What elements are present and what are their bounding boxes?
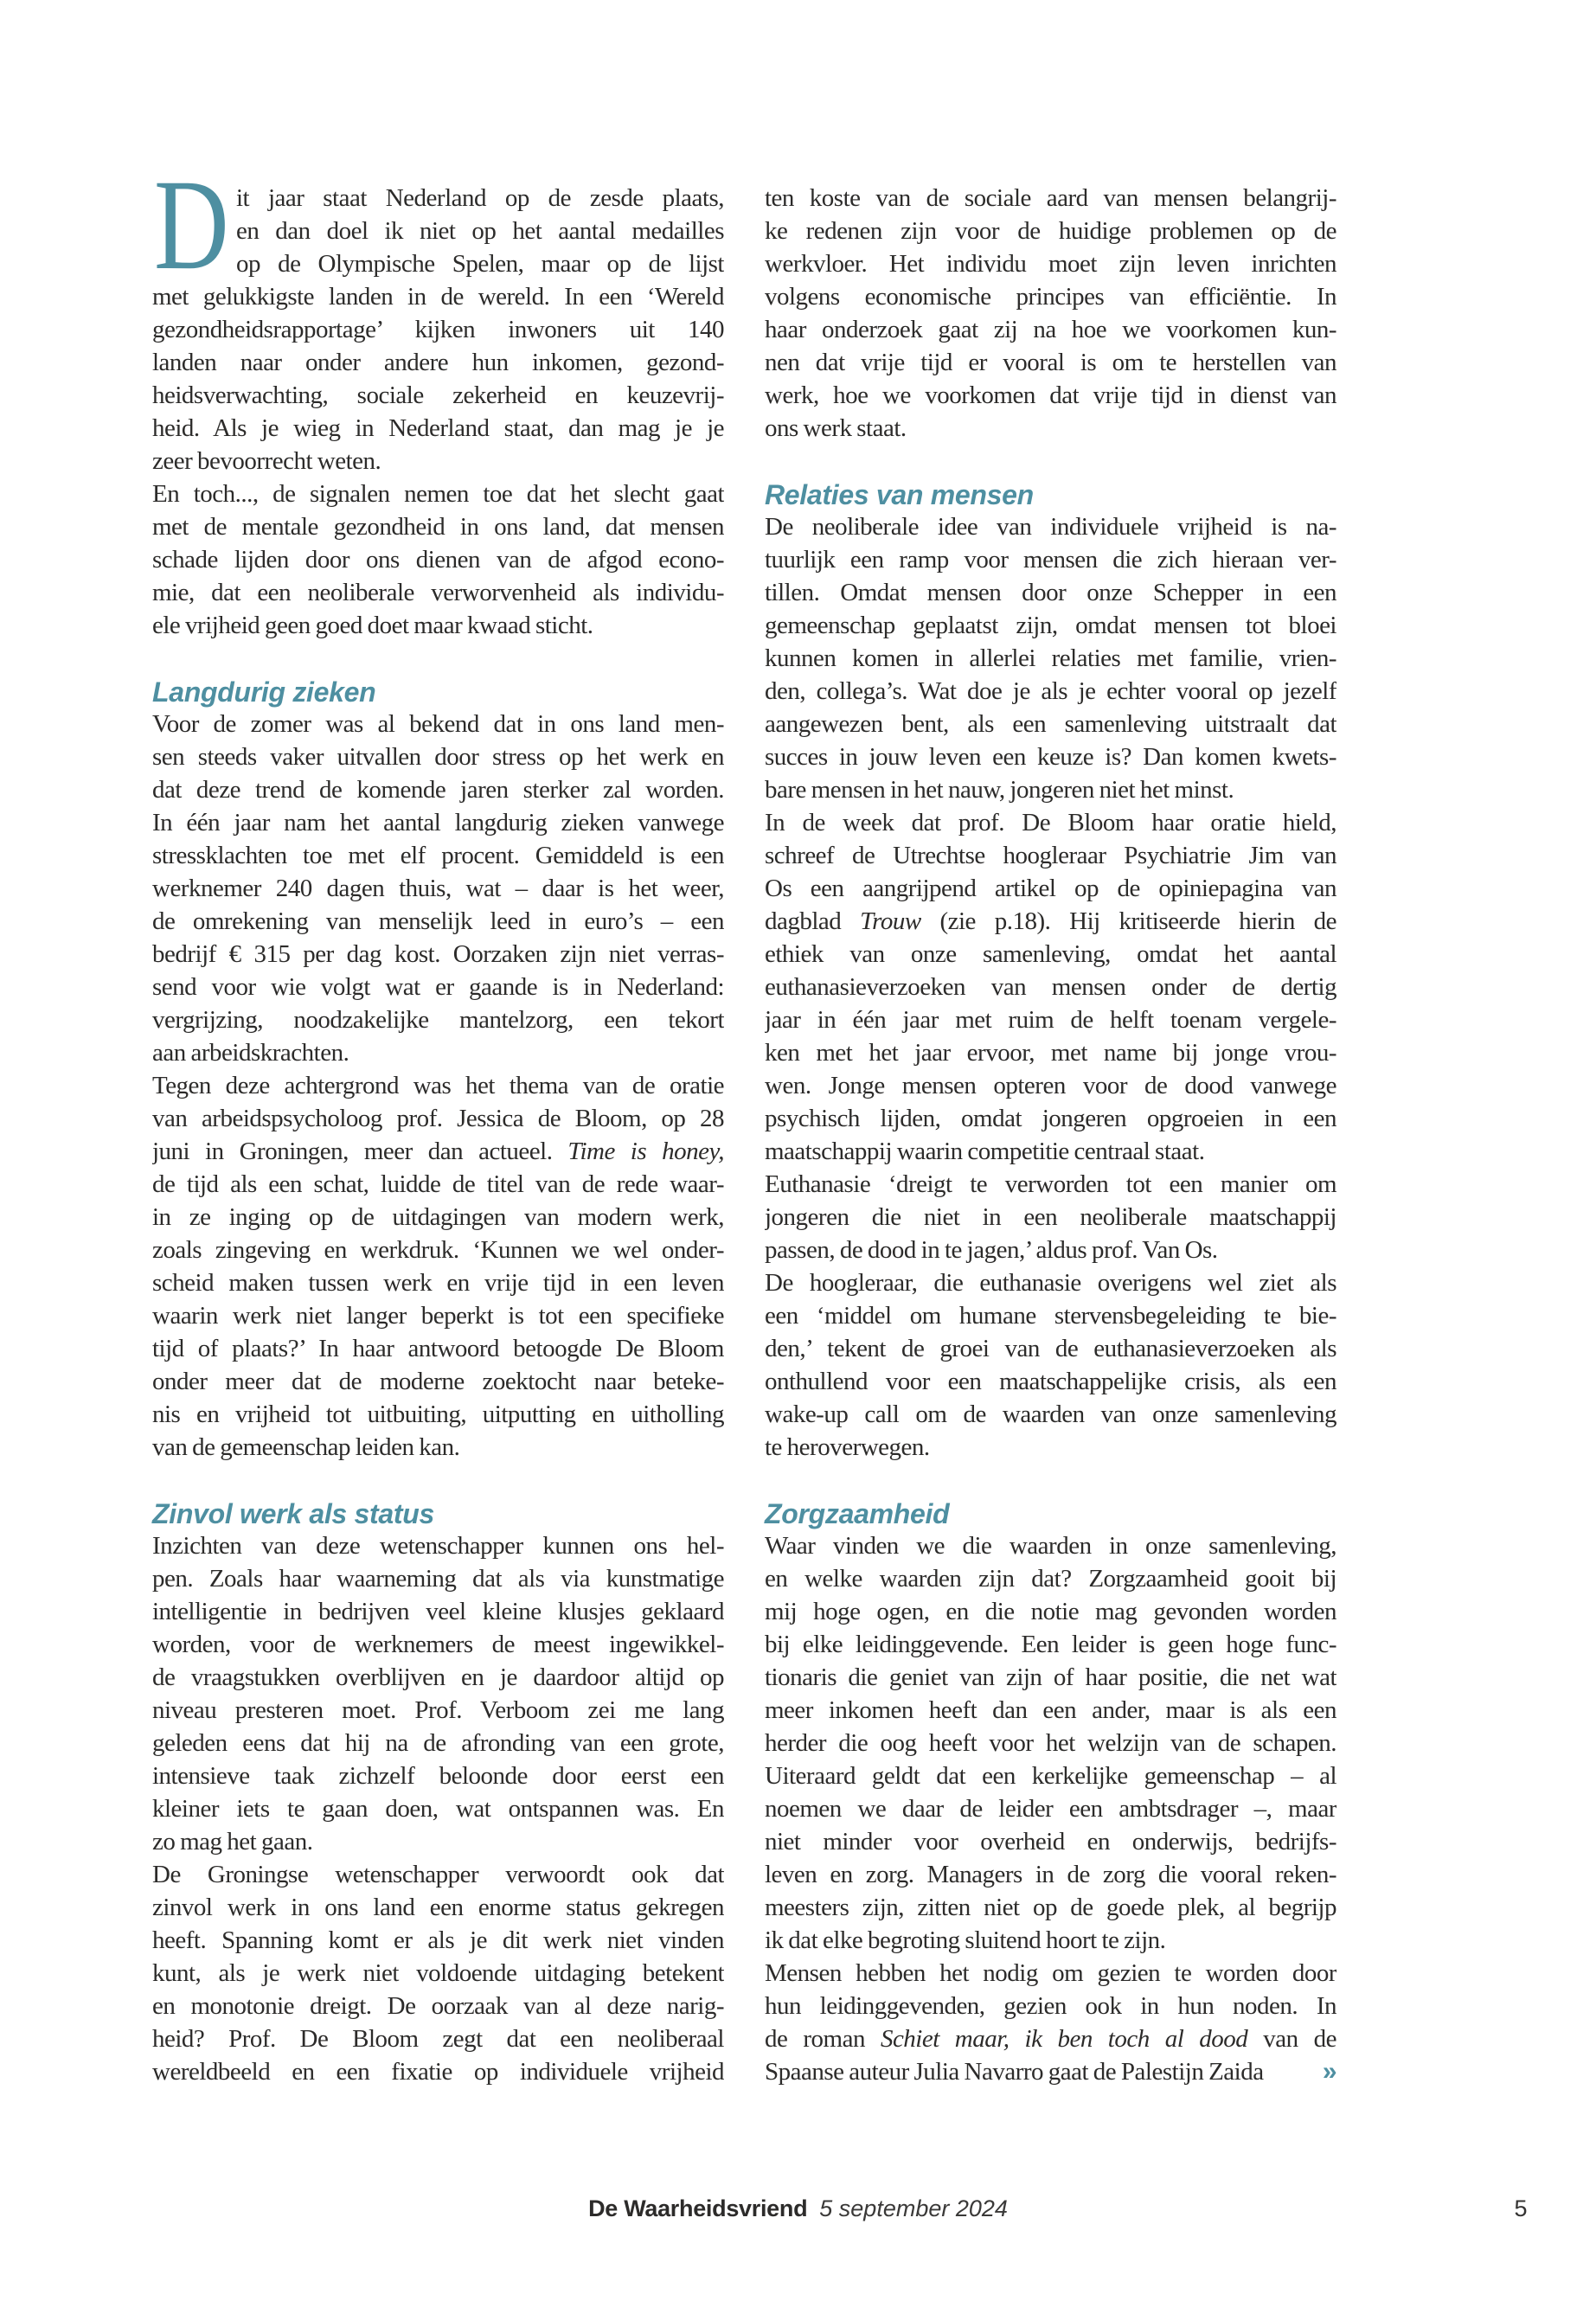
text-line: sen steeds vaker uitvallen door stress op het werk en: [152, 743, 724, 771]
text-line: zoals zingeving en werkdruk. ‘Kunnen we wel onder-: [152, 1236, 724, 1264]
text-line: werknemer 240 dagen thuis, wat – daar is het weer,: [152, 875, 724, 902]
text-line: tijd of plaats?’ In haar antwoord betoogde De Bloom: [152, 1335, 724, 1362]
text-line: werk, hoe we voorkomen dat vrije tijd in dienst van: [765, 381, 1336, 409]
text-line: de omrekening van menselijk leed in euro’s – een: [152, 907, 724, 935]
text-line: Inzichten van deze wetenschapper kunnen ons hel-: [152, 1532, 724, 1560]
text-line: In één jaar nam het aantal langdurig zieken vanwege: [152, 809, 724, 836]
text-line: en welke waarden zijn dat? Zorgzaamheid gooit bij: [765, 1565, 1336, 1593]
text-line: De neoliberale idee van individuele vrijheid is na-: [765, 513, 1336, 541]
text-line: kunnen komen in allerlei relaties met familie, vrien-: [765, 644, 1336, 672]
text-line: ethiek van onze samenleving, omdat het aantal: [765, 940, 1336, 968]
text-line: bare mensen in het nauw, jongeren niet het minst.: [765, 776, 1234, 804]
text-line: De hoogleraar, die euthanasie overigens wel ziet als: [765, 1269, 1336, 1297]
text-line: De Groningse wetenschapper verwoordt ook dat: [152, 1861, 724, 1888]
text-line: de vraagstukken overblijven en je daardoor altijd op: [152, 1663, 724, 1691]
text-line: wereldbeeld en een fixatie op individuele vrijheid: [152, 2058, 724, 2086]
text-line: herder die oog heeft voor het welzijn van de schapen.: [765, 1729, 1336, 1757]
text-line: maatschappij waarin competitie centraal staat.: [765, 1138, 1205, 1165]
text-line: scheid maken tussen werk en vrije tijd in een leven: [152, 1269, 724, 1297]
text-line: hun leidinggevenden, gezien ook in hun noden. In: [765, 1992, 1336, 2020]
text-line: den, collega’s. Wat doe je als je echter vooral op jezelf: [765, 677, 1336, 705]
text-line: passen, de dood in te jagen,’ aldus prof. Van Os.: [765, 1236, 1218, 1264]
text-line: Spaanse auteur Julia Navarro gaat de Palestijn Zaida »: [765, 2055, 1336, 2088]
text-line: met gelukkigste landen in de wereld. In een ‘Wereld: [152, 283, 724, 311]
text-line: dagblad Trouw (zie p.18). Hij kritiseerde hierin de: [765, 907, 1336, 935]
text-line: heid? Prof. De Bloom zegt dat een neoliberaal: [152, 2025, 724, 2053]
text-line: nis en vrijheid tot uitbuiting, uitputting en uitholling: [152, 1400, 724, 1428]
text-line: Tegen deze achtergrond was het thema van de oratie: [152, 1072, 724, 1099]
text-line: succes in jouw leven een keuze is? Dan komen kwets-: [765, 743, 1336, 771]
text-line: en monotonie dreigt. De oorzaak van al deze narig-: [152, 1992, 724, 2020]
text-line: te heroverwegen.: [765, 1433, 930, 1461]
text-line: juni in Groningen, meer dan actueel. Time is honey,: [152, 1138, 724, 1165]
text-line: werkvloer. Het individu moet zijn leven inrichten: [765, 250, 1336, 278]
text-line: van arbeidspsycholoog prof. Jessica de Bloom, op 28: [152, 1105, 724, 1132]
text-line: onder meer dat de moderne zoektocht naar beteke-: [152, 1368, 724, 1395]
text-line: ten koste van de sociale aard van mensen belangrij-: [765, 184, 1336, 212]
text-line: een ‘middel om humane stervensbegeleiding te bie-: [765, 1302, 1336, 1330]
text-line: geleden eens dat hij na de afronding van een grote,: [152, 1729, 724, 1757]
text-line: heid. Als je wieg in Nederland staat, dan mag je je: [152, 414, 724, 442]
text-line: kunt, als je werk niet voldoende uitdaging betekent: [152, 1959, 724, 1987]
text-line: zinvol werk in ons land een enorme status gekregen: [152, 1894, 724, 1921]
section-gap: [152, 642, 724, 675]
text-line: op de Olympische Spelen, maar op de lijst: [236, 250, 724, 278]
text-line: dat deze trend de komende jaren sterker zal worden.: [152, 776, 724, 804]
section-heading: Relaties van mensen: [765, 479, 1034, 510]
text-line: ele vrijheid geen goed doet maar kwaad sticht.: [152, 612, 593, 639]
text-line: tuurlijk een ramp voor mensen die zich hieraan ver-: [765, 546, 1336, 574]
text-line: met de mentale gezondheid in ons land, dat mensen: [152, 513, 724, 541]
text-line: gezondheidsrapportage’ kijken inwoners uit 140: [152, 316, 724, 343]
magazine-title: De Waarheidsvriend: [588, 2195, 808, 2221]
text-line: den,’ tekent de groei van de euthanasieverzoeken als: [765, 1335, 1336, 1362]
text-line: mie, dat een neoliberale verworvenheid als individu-: [152, 579, 724, 606]
text-line: niveau presteren moet. Prof. Verboom zei me lang: [152, 1696, 724, 1724]
text-line: noemen we daar de leider een ambtsdrager –, maar: [765, 1795, 1336, 1823]
section-gap: [765, 1464, 1336, 1497]
text-line: onthullend voor een maatschappelijke crisis, als een: [765, 1368, 1336, 1395]
text-line: de roman Schiet maar, ik ben toch al dood van de: [765, 2025, 1336, 2053]
text-line: niet minder voor overheid en onderwijs, bedrijfs-: [765, 1828, 1336, 1856]
italic-phrase: Time is honey,: [567, 1138, 724, 1165]
text-line: Voor de zomer was al bekend dat in ons land men-: [152, 710, 724, 738]
text-line: ons werk staat.: [765, 414, 907, 442]
text-line: waarin werk niet langer beperkt is tot een specifieke: [152, 1302, 724, 1330]
text-line: Uiteraard geldt dat een kerkelijke gemeenschap – al: [765, 1762, 1336, 1790]
text-line: In de week dat prof. De Bloom haar oratie hield,: [765, 809, 1336, 836]
text-line: bij elke leidinggevende. Een leider is geen hoge func-: [765, 1631, 1336, 1658]
italic-phrase: Schiet maar, ik ben toch al dood: [880, 2025, 1248, 2053]
text-line: schade lijden door ons dienen van de afgod econo-: [152, 546, 724, 574]
text-line: heidsverwachting, sociale zekerheid en keuzevrij-: [152, 381, 724, 409]
text-line: mij hoge ogen, en die notie mag gevonden worden: [765, 1598, 1336, 1625]
issue-date: 5 september 2024: [819, 2195, 1008, 2221]
right-column: [765, 182, 1336, 2088]
text-line: wen. Jonge mensen opteren voor de dood vanwege: [765, 1072, 1336, 1099]
text-line: tionaris die geniet van zijn of haar positie, die net wat: [765, 1663, 1336, 1691]
text-line: tillen. Omdat mensen door onze Schepper in een: [765, 579, 1336, 606]
section-gap: [152, 1464, 724, 1497]
text-line: ik dat elke begroting sluitend hoort te zijn.: [765, 1926, 1166, 1954]
text-line: aangewezen bent, als een samenleving uitstraalt dat: [765, 710, 1336, 738]
text-line: stressklachten toe met elf procent. Gemiddeld is een: [152, 842, 724, 869]
text-line: volgens economische principes van efficiëntie. In: [765, 283, 1336, 311]
text-line: aan arbeidskrachten.: [152, 1039, 349, 1067]
text-line: haar onderzoek gaat zij na hoe we voorkomen kun-: [765, 316, 1336, 343]
italic-phrase: Trouw: [860, 907, 921, 935]
text-line: van de gemeenschap leiden kan.: [152, 1433, 460, 1461]
text-line: Euthanasie ‘dreigt te verworden tot een manier om: [765, 1170, 1336, 1198]
text-line: schreef de Utrechtse hoogleraar Psychiatrie Jim van: [765, 842, 1336, 869]
text-line: landen naar onder andere hun inkomen, gezond-: [152, 349, 724, 376]
text-line: psychisch lijden, omdat jongeren opgroeien in een: [765, 1105, 1336, 1132]
text-line: wake-up call om de waarden van onze samenleving: [765, 1400, 1336, 1428]
text-line: bedrijf € 315 per dag kost. Oorzaken zijn niet verras-: [152, 940, 724, 968]
page-number: 5: [1514, 2195, 1528, 2221]
text-line: ken met het jaar ervoor, met name bij jonge vrou-: [765, 1039, 1336, 1067]
section-heading: Zinvol werk als status: [152, 1498, 434, 1529]
text-line: send voor wie volgt wat er gaande is in Nederland:: [152, 973, 724, 1001]
text-line: jaar in één jaar met ruim de helft toenam vergele-: [765, 1006, 1336, 1034]
text-line: Mensen hebben het nodig om gezien te worden door: [765, 1959, 1336, 1987]
text-line: zo mag het gaan.: [152, 1828, 313, 1856]
text-line: de tijd als een schat, luidde de titel van de rede waar-: [152, 1170, 724, 1198]
text-line: kleiner iets te gaan doen, wat ontspannen was. En: [152, 1795, 724, 1823]
text-line: leven en zorg. Managers in de zorg die vooral reken-: [765, 1861, 1336, 1888]
text-line: in ze inging op de uitdagingen van modern werk,: [152, 1203, 724, 1231]
text-line: it jaar staat Nederland op de zesde plaats,: [236, 184, 724, 212]
text-line: worden, voor de werknemers de meest ingewikkel-: [152, 1631, 724, 1658]
continuation-arrow-icon: »: [1322, 2057, 1336, 2086]
text-line: zeer bevoorrecht weten.: [152, 447, 381, 475]
text-line: Waar vinden we die waarden in onze samenleving,: [765, 1532, 1336, 1560]
page-footer: [0, 2194, 1596, 2223]
text-line: Os een aangrijpend artikel op de opiniepagina van: [765, 875, 1336, 902]
text-line: meesters zijn, zitten niet op de goede plek, al begrijp: [765, 1894, 1336, 1921]
text-line: heeft. Spanning komt er als je dit werk niet vinden: [152, 1926, 724, 1954]
text-line: gemeenschap geplaatst zijn, omdat mensen tot bloei: [765, 612, 1336, 639]
drop-cap: D: [154, 153, 229, 297]
section-heading: Zorgzaamheid: [765, 1498, 950, 1529]
text-line: pen. Zoals haar waarneming dat als via kunstmatige: [152, 1565, 724, 1593]
left-column: [152, 153, 724, 2088]
text-line: intelligentie in bedrijven veel kleine klusjes geklaard: [152, 1598, 724, 1625]
text-line: intensieve taak zichzelf beloonde door eerst een: [152, 1762, 724, 1790]
text-line: En toch..., de signalen nemen toe dat het slecht gaat: [152, 480, 724, 508]
text-line: vergrijzing, noodzakelijke mantelzorg, een tekort: [152, 1006, 724, 1034]
text-line: meer inkomen heeft dan een ander, maar is als een: [765, 1696, 1336, 1724]
text-line: euthanasieverzoeken van mensen onder de dertig: [765, 973, 1336, 1001]
section-gap: [765, 445, 1336, 478]
text-line: nen dat vrije tijd er vooral is om te herstellen van: [765, 349, 1336, 376]
text-line: ke redenen zijn voor de huidige problemen op de: [765, 217, 1336, 245]
text-line: en dan doel ik niet op het aantal medailles: [236, 217, 724, 245]
text-line: jongeren die niet in een neoliberale maatschappij: [765, 1203, 1336, 1231]
section-heading: Langdurig zieken: [152, 676, 376, 708]
